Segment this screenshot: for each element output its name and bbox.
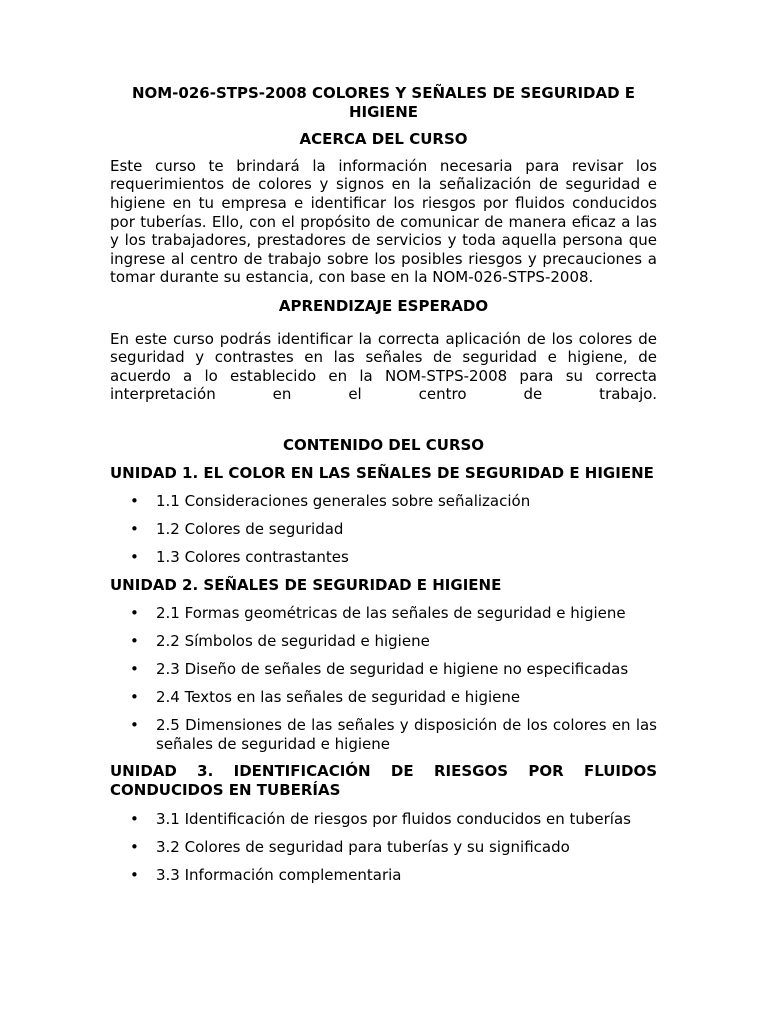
list-item [110,866,657,885]
list-item-text: 3.3 Información complementaria [156,865,402,884]
list-item-text: 2.4 Textos en las señales de seguridad e higiene [156,688,521,707]
bullet-icon: • [130,520,139,539]
bullet-icon: • [130,716,139,735]
list-item [110,520,657,539]
list-item-text: 2.2 Símbolos de seguridad e higiene [156,632,430,651]
list-item [110,716,657,753]
list-item-text: 1.1 Consideraciones generales sobre señalización [156,492,531,511]
bullet-icon: • [130,604,139,623]
bullet-icon: • [130,837,139,856]
bullet-icon: • [130,865,139,884]
unit-1-list [110,492,657,567]
unit-2-list [110,604,657,753]
list-item-text: 2.5 Dimensiones de las señales y disposición de los colores en las señales de seguridad e higiene [156,716,657,753]
bullet-icon: • [130,688,139,707]
unit-3-title: UNIDAD 3. IDENTIFICACIÓN DE RIESGOS POR FLUIDOS CONDUCIDOS EN TUBERÍAS [110,762,657,799]
document-page [110,84,657,884]
bullet-icon: • [130,632,139,651]
list-item [110,492,657,511]
unit-2-title: UNIDAD 2. SEÑALES DE SEGURIDAD E HIGIENE [110,575,502,594]
list-item-text: 2.1 Formas geométricas de las señales de seguridad e higiene [156,604,626,623]
content-heading: CONTENIDO DEL CURSO [282,435,485,454]
list-item [110,838,657,857]
list-item [110,810,657,829]
learning-paragraph: En este curso podrás identificar la correcta aplicación de los colores de seguridad y contrastes en las señales de seguridad e higiene, de acuerdo a lo establecido en la NOM-STPS-2008 para su correcta interpretación en el centro de trabajo. [110,329,657,404]
document-title: NOM-026-STPS-2008 COLORES Y SEÑALES DE SEGURIDAD E HIGIENE [131,84,636,121]
list-item-text: 2.3 Diseño de señales de seguridad e higiene no especificadas [156,660,629,679]
bullet-icon: • [130,548,139,567]
list-item-text: 3.2 Colores de seguridad para tuberías y su significado [156,837,570,856]
list-item-text: 3.1 Identificación de riesgos por fluidos conducidos en tuberías [156,809,631,828]
unit-1-title: UNIDAD 1. EL COLOR EN LAS SEÑALES DE SEGURIDAD E HIGIENE [110,463,654,482]
bullet-icon: • [130,809,139,828]
list-item [110,604,657,623]
bullet-icon: • [130,492,139,511]
list-item-text: 1.2 Colores de seguridad [156,520,344,539]
list-item-text: 1.3 Colores contrastantes [156,548,349,567]
list-item [110,632,657,651]
about-paragraph: Este curso te brindará la información necesaria para revisar los requerimientos de colores y signos en la señalización de seguridad e higiene en tu empresa e identificar los riesgos por fluidos conducidos por tuberías. Ello, con el propósito de comunicar de manera eficaz a las y los trabajadores, prestadores de servicios y toda aquella persona que ingrese al centro de trabajo sobre los posibles riesgos y precauciones a tomar durante su estancia, con base en la NOM-026-STPS-2008. [110,156,657,287]
list-item [110,688,657,707]
list-item [110,548,657,567]
list-item [110,660,657,679]
learning-heading: APRENDIZAJE ESPERADO [278,296,489,315]
bullet-icon: • [130,660,139,679]
unit-3-list [110,810,657,885]
about-heading: ACERCA DEL CURSO [299,130,468,149]
